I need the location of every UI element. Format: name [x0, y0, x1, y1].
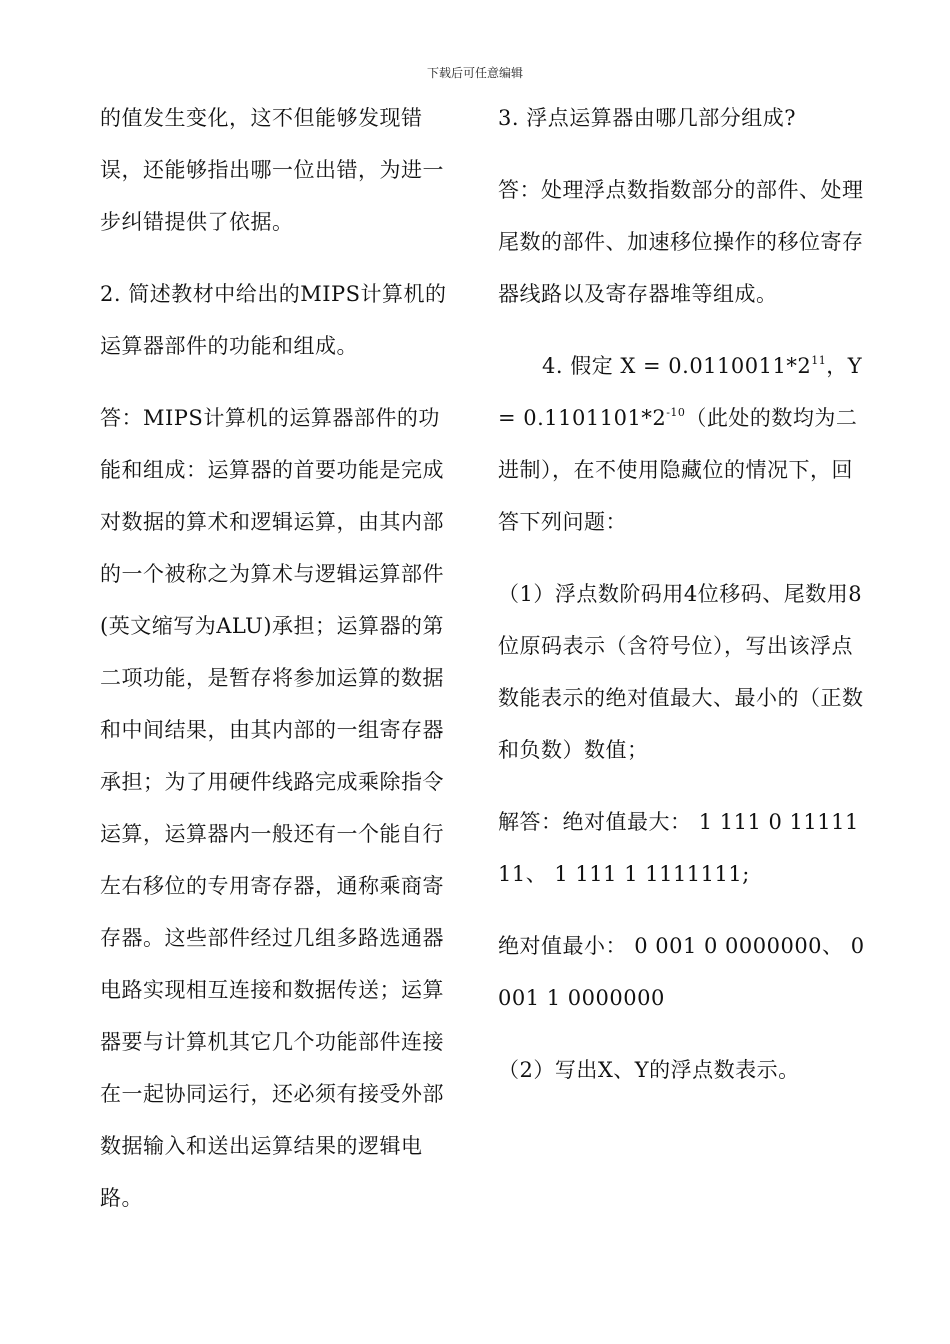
question-4-part-2: （2）写出X、Y的浮点数表示。	[498, 1058, 800, 1082]
answer-min-label: 绝对值最小：	[498, 934, 627, 958]
answer-min	[498, 920, 868, 1024]
page-header: 下载后可任意编辑	[426, 66, 523, 80]
right-column	[498, 92, 868, 1116]
left-column	[100, 92, 452, 1244]
answer-min-value: 0 001 0 0000000、 0 001 1 0000000	[498, 934, 865, 1010]
answer-3: 答：处理浮点数指数部分的部件、处理尾数的部件、加速移位操作的移位寄存器线路以及寄存器堆等组成。	[498, 178, 864, 306]
question-4-mid: ，Y = 0.1101101*2	[498, 354, 863, 430]
x-exponent: 11	[811, 354, 827, 367]
question-2: 2. 简述教材中给出的MIPS计算机的运算器部件的功能和组成。	[100, 282, 447, 358]
answer-2: 答：MIPS计算机的运算器部件的功能和组成：运算器的首要功能是完成对数据的算术和逻辑运算，由其内部的一个被称之为算术与逻辑运算部件(英文缩写为ALU)承担；运算器的第二项功能，是暂存将参加运算的数据和中间结果，由其内部的一组寄存器承担；为了用硬件线路完成乘除指令运算，运算器内一般还有一个能自行左右移位的专用寄存器，通称乘商寄存器。这些部件经过几组多路选通器电路实现相互连接和数据传送；运算器要与计算机其它几个功能部件连接在一起协同运行，还必须有接受外部数据输入和送出运算结果的逻辑电路。	[100, 406, 445, 1210]
paragraph-continued: 的值发生变化，这不但能够发现错误，还能够指出哪一位出错，为进一步纠错提供了依据。	[100, 106, 444, 234]
answer-max-label: 解答：绝对值最大：	[498, 810, 692, 834]
answer-max-value: 1 111 0 1111111、 1 111 1 1111111;	[498, 810, 859, 886]
question-4-suffix: （此处的数均为二进制），在不使用隐藏位的情况下，回答下列问题：	[498, 406, 858, 534]
y-exponent: -10	[666, 406, 686, 419]
question-4-part-1: （1）浮点数阶码用4位移码、尾数用8位原码表示（含符号位），写出该浮点数能表示的绝对值最大、最小的（正数和负数）数值；	[498, 582, 864, 762]
question-4	[498, 340, 868, 548]
question-4-prefix: 4. 假定 X = 0.0110011*2	[542, 354, 812, 378]
answer-max	[498, 796, 868, 900]
question-3: 3. 浮点运算器由哪几部分组成?	[498, 106, 796, 130]
